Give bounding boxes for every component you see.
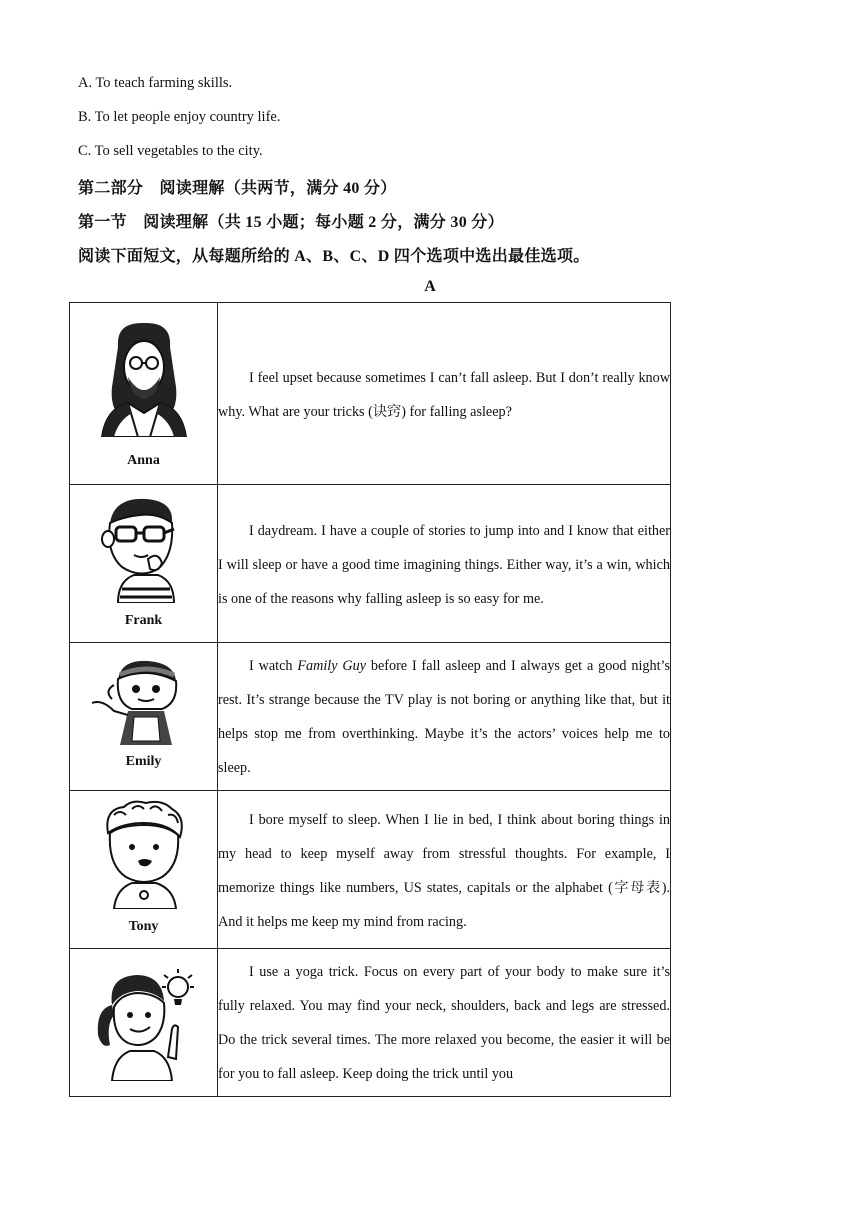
table-row: [70, 485, 671, 643]
portrait-cell: [70, 485, 218, 643]
portrait-cell: [70, 303, 218, 485]
comment-text-before: I watch: [249, 658, 298, 674]
curly-haired-boy-portrait-icon: [88, 799, 200, 909]
comment-cell: [218, 303, 671, 485]
bearded-person-portrait-icon: [88, 317, 200, 437]
table-row: [70, 949, 671, 1097]
girl-with-lightbulb-portrait-icon: [88, 965, 200, 1081]
option-c: C. To sell vegetables to the city.: [78, 143, 263, 159]
option-b: B. To let people enjoy country life.: [78, 109, 281, 125]
student-name: Frank: [124, 613, 163, 628]
portrait-cell: [70, 949, 218, 1097]
portrait-cell: [70, 791, 218, 949]
portrait-cell: [70, 643, 218, 791]
comment-text: [218, 649, 670, 785]
boy-with-glasses-portrait-icon: [88, 493, 200, 603]
student-name: Emily: [125, 754, 162, 769]
table-row: [70, 643, 671, 791]
part-heading: 第二部分 阅读理解（共两节，满分 40 分）: [78, 180, 397, 197]
comment-text-after: before I fall asleep and I always get a good night’s rest. It’s strange because the TV play is not boring or anything like that, but it helps stop me from overthinking. Maybe it’s the actors’ voices help me to sleep.: [218, 658, 671, 776]
option-a: A. To teach farming skills.: [78, 75, 233, 91]
student-name: Anna: [127, 453, 160, 468]
section-heading: 第一节 阅读理解（共 15 小题；每小题 2 分，满分 30 分）: [78, 214, 504, 231]
passage-label: A: [424, 278, 436, 295]
comment-text: I feel upset because sometimes I can’t fall asleep. But I don’t really know why. What are your tricks (诀窍) for falling asleep?: [218, 370, 670, 420]
passage-table: [69, 302, 671, 1097]
tv-show-title: Family Guy: [297, 658, 367, 674]
comment-cell: [218, 485, 671, 643]
comment-cell: [218, 949, 671, 1097]
comment-text: I bore myself to sleep. When I lie in bed, I think about boring things in my head to keep myself away from stressful thoughts. For example, I memorize things like numbers, US states, capitals or the alphabet (字母表). And it helps me keep my mind from racing.: [218, 812, 670, 930]
table-row: [70, 303, 671, 485]
table-row: [70, 791, 671, 949]
comment-cell: [218, 643, 671, 791]
comment-cell: [218, 791, 671, 949]
student-name: Tony: [128, 919, 159, 934]
comment-text: I use a yoga trick. Focus on every part of your body to make sure it’s fully relaxed. You may find your neck, shoulders, back and legs are stressed. Do the trick several times. The more relaxed you become, the easier it will be for you to fall asleep. Keep doing the trick until you: [218, 964, 670, 1082]
girl-with-headband-portrait-icon: [88, 655, 200, 745]
comment-text: I daydream. I have a couple of stories to jump into and I know that either I will sleep or have a good time imagining things. Either way, it’s a win, which is one of the reasons why falling asleep is so easy for me.: [218, 523, 670, 607]
instruction-text: 阅读下面短文，从每题所给的 A、B、C、D 四个选项中选出最佳选项。: [78, 248, 590, 265]
